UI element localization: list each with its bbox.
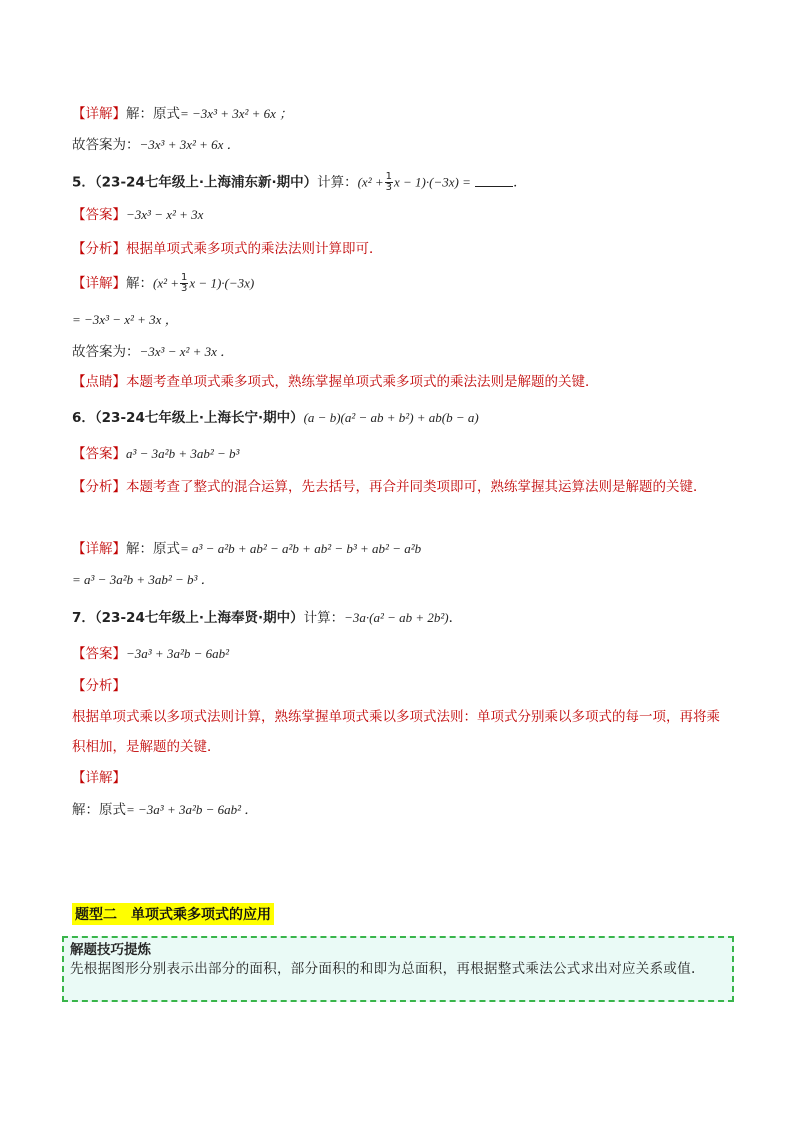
analysis-line (72, 472, 722, 502)
solve-label: 解： (126, 106, 153, 122)
solve-label: 解： (126, 275, 153, 292)
so-answer-line (72, 343, 233, 361)
comment-line (72, 373, 599, 391)
fraction-one-third (385, 172, 393, 193)
detail-expr-post: x − 1)·(−3x) (189, 275, 255, 291)
detail-expr-pre: (x² + (153, 275, 180, 291)
answer-tag: 【答案】 (72, 646, 126, 662)
detail-expression: = −3x³ + 3x² + 6x ； (180, 106, 293, 121)
question-expr-post: x − 1)·(−3x) = (394, 174, 471, 190)
original-label: 原式 (99, 802, 126, 818)
answer-tag: 【答案】 (72, 207, 126, 223)
tip-box (62, 936, 734, 1002)
answer-expression: −3a³ + 3a²b − 6ab² (126, 646, 230, 661)
question-source: （23-24七年级上·上海长宁·期中） (94, 410, 304, 426)
detail-expression: = −3a³ + 3a²b − 6ab² ． (126, 802, 258, 817)
so-answer-label: 故答案为： (72, 344, 140, 360)
analysis-tag: 【分析】 (72, 479, 126, 495)
section-title: 题型二 单项式乘多项式的应用 (72, 903, 274, 925)
fraction-numerator: 1 (181, 272, 188, 283)
question-source: （23-24七年级上·上海浦东新·期中） (94, 174, 318, 191)
answer-blank (475, 174, 513, 187)
fraction-denominator: 3 (385, 182, 392, 193)
so-answer-expression: −3x³ − x² + 3x ． (139, 344, 234, 359)
detail-tag: 【详解】 (72, 770, 126, 786)
tip-body: 先根据图形分别表示出部分的面积，部分面积的和即为总面积，再根据整式乘法公式求出对应关系或值. (70, 961, 696, 977)
answer-line (72, 445, 239, 463)
original-label: 原式 (153, 106, 180, 122)
question-expression: (a − b)(a² − ab + b²) + ab(b − a) (303, 410, 479, 425)
detail-tag: 【详解】 (72, 106, 126, 122)
analysis-text: 根据单项式乘多项式的乘法法则计算即可． (126, 241, 383, 257)
fraction-denominator: 3 (181, 283, 188, 294)
detail-tag: 【详解】 (72, 275, 126, 292)
detail-heading (72, 769, 126, 787)
question-number: 6． (72, 410, 95, 426)
fraction-numerator: 1 (385, 171, 392, 182)
question-5 (72, 172, 527, 193)
question-tail: ． (448, 610, 463, 626)
step-expression: = a³ − 3a²b + 3ab² − b³ ． (72, 572, 214, 587)
analysis-tag: 【分析】 (72, 678, 126, 694)
analysis-text: 本题考查了整式的混合运算，先去括号，再合并同类项即可，熟练掌握其运算法则是解题的关键． (126, 479, 707, 495)
question-expression: −3a·(a² − ab + 2b²) (344, 610, 449, 625)
solve-label: 解： (126, 541, 153, 557)
answer-line (72, 645, 229, 663)
calc-label: 计算： (317, 174, 358, 191)
so-answer-line (72, 136, 240, 154)
calc-label: 计算： (303, 610, 345, 626)
detail-line (72, 801, 257, 819)
question-source: （23-24七年级上·上海奉贤·期中） (94, 610, 304, 626)
question-number: 5． (72, 174, 95, 191)
question-number: 7． (72, 610, 95, 626)
step-line (72, 571, 214, 589)
detail-expression: = a³ − a²b + ab² − a²b + ab² − b³ + ab² − a²b (180, 541, 422, 556)
detail-line (72, 105, 292, 123)
detail-line (72, 540, 421, 558)
step-line (72, 311, 178, 329)
comment-tag: 【点睛】 (72, 374, 126, 390)
tip-title: 解题技巧提炼 (70, 942, 151, 958)
answer-expression: −3x³ − x² + 3x (126, 207, 204, 222)
analysis-heading (72, 677, 126, 695)
solve-label: 解： (72, 802, 99, 818)
comment-text: 本题考查单项式乘多项式，熟练掌握单项式乘多项式的乘法法则是解题的关键． (126, 374, 599, 390)
question-7 (72, 609, 462, 627)
so-answer-expression: −3x³ + 3x² + 6x ． (139, 137, 240, 152)
answer-line (72, 206, 203, 224)
question-tail: ． (513, 174, 527, 191)
fraction-one-third (180, 273, 188, 294)
original-label: 原式 (153, 541, 180, 557)
analysis-line (72, 240, 383, 258)
detail-line (72, 273, 254, 294)
question-expr-pre: (x² + (357, 174, 384, 190)
answer-expression: a³ − 3a²b + 3ab² − b³ (126, 446, 240, 461)
analysis-tag: 【分析】 (72, 241, 126, 257)
question-6 (72, 409, 479, 427)
step-expression: = −3x³ − x² + 3x ， (72, 312, 178, 327)
so-answer-label: 故答案为： (72, 137, 140, 153)
detail-tag: 【详解】 (72, 541, 126, 557)
answer-tag: 【答案】 (72, 446, 126, 462)
analysis-text: 根据单项式乘以多项式法则计算，熟练掌握单项式乘以多项式法则：单项式分别乘以多项式的每一项，再将乘积相加，是解题的关键． (72, 709, 720, 755)
